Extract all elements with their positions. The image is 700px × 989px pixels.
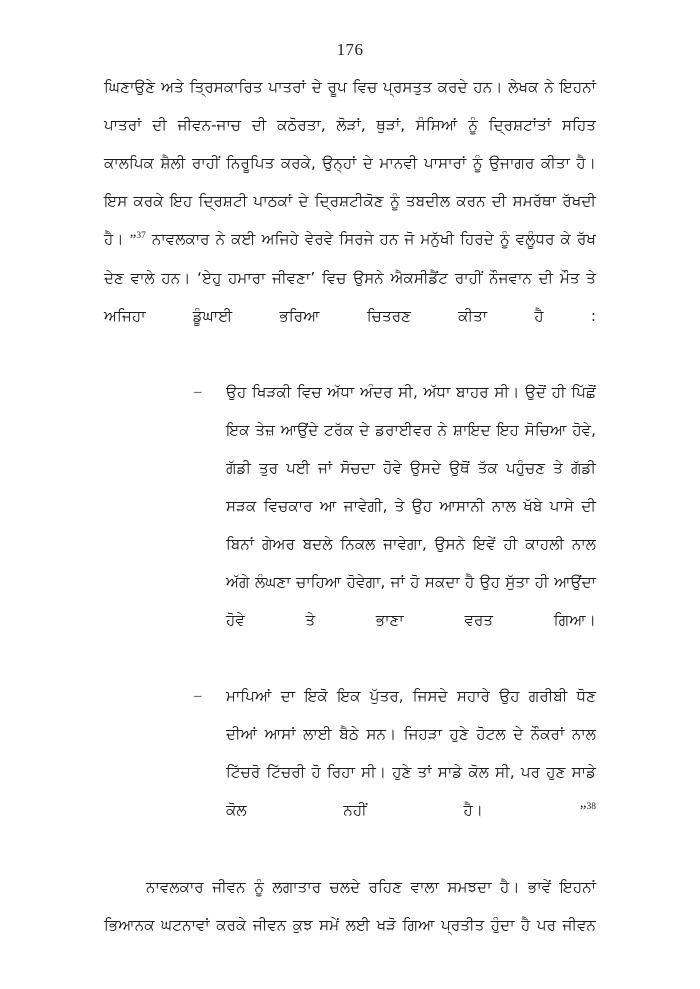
body-paragraph-2: ਨਾਵਲਕਾਰ ਜੀਵਨ ਨੂੰ ਲਗਾਤਾਰ ਚਲਦੇ ਰਹਿਣ ਵਾਲਾ ਸਮਝਦਾ ਹੈ। ਭਾਵੇਂ ਇਹਨਾਂ ਭਿਆਨਕ ਘਟਨਾਵਾਂ ਕਰਕੇ ਜੀਵਨ ਕੁਝ ਸਮੇਂ ਲਈ ਖੜੋ ਗਿਆ ਪ੍ਰਤੀਤ ਹੁੰਦਾ ਹੈ ਪਰ ਜੀਵਨ [104,878,596,934]
block-quote-1-text: ਉਹ ਖਿੜਕੀ ਵਿਚ ਅੱਧਾ ਅੰਦਰ ਸੀ, ਅੱਧਾ ਬਾਹਰ ਸੀ। ਉਦੋਂ ਹੀ ਪਿੱਛੋਂ ਇਕ ਤੇਜ਼ ਆਉਂਦੇ ਟਰੱਕ ਦੇ ਡਰਾਈਵਰ ਨੇ ਸ਼ਾਇਦ ਇਹ ਸੋਚਿਆ ਹੋਵੇ, ਗੱਡੀ ਤੁਰ ਪਈ ਜਾਂ ਸੋਚਦਾ ਹੋਵੇ ਉਸਦੇ ਉਥੋਂ ਤੱਕ ਪਹੁੰਚਣ ਤੇ ਗੱਡੀ ਸੜਕ ਵਿਚਕਾਰ ਆ ਜਾਵੇਗੀ, ਤੇ ਉਹ ਆਸਾਨੀ ਨਾਲ ਖੱਬੇ ਪਾਸੇ ਦੀ ਬਿਨਾਂ ਗੇਅਰ ਬਦਲੇ ਨਿਕਲ ਜਾਵੇਗਾ, ਉਸਨੇ ਇਵੇਂ ਹੀ ਕਾਹਲੀ ਨਾਲ ਅੱਗੇ ਲੰਘਣਾ ਚਾਹਿਆ ਹੋਵੇਗਾ, ਜਾਂ ਹੋ ਸਕਦਾ ਹੈ ਉਹ ਸੁੱਤਾ ਹੀ ਆਉਂਦਾ ਹੋਵੇ ਤੇ ਭਾਣਾ ਵਰਤ ਗਿਆ। [226,383,596,629]
block-quote-item-2 [194,677,596,868]
paragraph-1-text: ਘਿਣਾਉਣੇ ਅਤੇ ਤ੍ਰਿਸਕਾਰਿਤ ਪਾਤਰਾਂ ਦੇ ਰੂਪ ਵਿਚ ਪ੍ਰਸਤੁਤ ਕਰਦੇ ਹਨ। ਲੇਖਕ ਨੇ ਇਹਨਾਂ ਪਾਤਰਾਂ ਦੀ ਜੀਵਨ-ਜਾਚ ਦੀ ਕਠੋਰਤਾ, ਲੋੜਾਂ, ਥੁੜਾਂ, ਸੰਸਿਆਂ ਨੂੰ ਦ੍ਰਿਸ਼ਟਾਂਤਾਂ ਸਹਿਤ ਕਾਲਪਿਕ ਸ਼ੈਲੀ ਰਾਹੀਂ ਨਿਰੂਪਿਤ ਕਰਕੇ, ਉਨ੍ਹਾਂ ਦੇ ਮਾਨਵੀ ਪਾਸਾਰਾਂ ਨੂੰ ਉਜਾਗਰ ਕੀਤਾ ਹੈ। ਇਸ ਕਰਕੇ ਇਹ ਦ੍ਰਿਸ਼ਟੀ ਪਾਠਕਾਂ ਦੇ ਦ੍ਰਿਸ਼ਟੀਕੋਣ ਨੂੰ ਤਬਦੀਲ ਕਰਨ ਦੀ ਸਮਰੱਥਾ ਰੱਖਦੀ ਹੈ। [104,78,596,248]
dash-bullet-icon: – [194,384,202,400]
page-content [104,68,596,982]
closing-quote-mark: ” [579,802,587,819]
block-quote-item-1 [194,373,596,677]
block-quote-2-text: ਮਾਪਿਆਂ ਦਾ ਇਕੋ ਇਕ ਪੁੱਤਰ, ਜਿਸਦੇ ਸਹਾਰੇ ਉਹ ਗਰੀਬੀ ਧੋਣ ਦੀਆਂ ਆਸਾਂ ਲਾਈ ਬੈਠੇ ਸਨ। ਜਿਹੜਾ ਹੁਣੇ ਹੋਟਲ ਦੇ ਨੌਕਰਾਂ ਨਾਲ ਟਿੱਚਰੋ ਟਿੱਚਰੀ ਹੋ ਰਿਹਾ ਸੀ। ਹੁਣੇ ਤਾਂ ਸਾਡੇ ਕੋਲ ਸੀ, ਪਰ ਹੁਣ ਸਾਡੇ ਕੋਲ ਨਹੀਂ ਹੈ। [226,687,596,819]
footnote-marker-38: 38 [586,801,596,812]
block-quote-list [104,373,596,868]
footnote-marker-37: 37 [136,230,146,241]
paragraph-1-continuation: ਨਾਵਲਕਾਰ ਨੇ ਕਈ ਅਜਿਹੇ ਵੇਰਵੇ ਸਿਰਜੇ ਹਨ ਜੋ ਮਨੁੱਖੀ ਹਿਰਦੇ ਨੂੰ ਵਲੂੰਧਰ ਕੇ ਰੱਖ ਦੇਣ ਵਾਲੇ ਹਨ। ‘ਏਹੁ ਹਮਾਰਾ ਜੀਵਣਾ’ ਵਿਚ ਉਸਨੇ ਐਕਸੀਡੈਂਟ ਰਾਹੀਂ ਨੌਜਵਾਨ ਦੀ ਮੌਤ ਤੇ ਅਜਿਹਾ ਡੂੰਘਾਈ ਭਰਿਆ ਚਿਤਰਣ ਕੀਤਾ ਹੈ : [104,230,596,325]
dash-bullet-icon: – [194,688,202,704]
closing-quote-mark: ” [129,231,137,248]
page-number: 176 [336,40,364,59]
body-paragraph-1 [104,68,596,373]
